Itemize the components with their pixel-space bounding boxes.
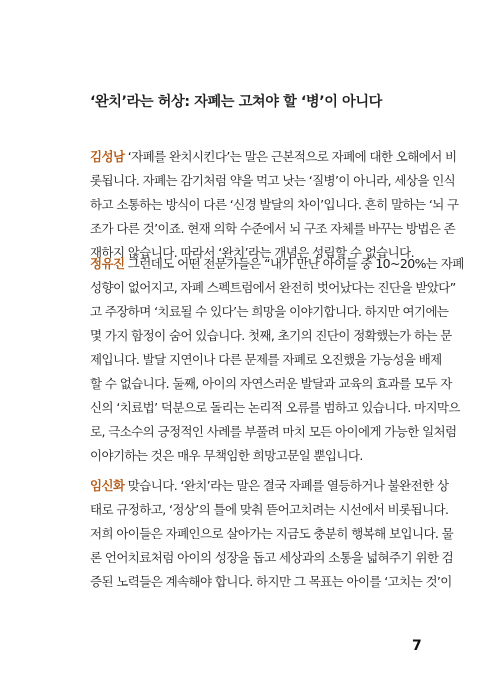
paragraph-line: 저희 아이들은 자폐인으로 살아가는 지금도 충분히 행복해 보입니다. 물 [90,526,454,541]
dialogue-line [90,252,464,276]
paragraph-line: 태로 규정하고, ‘정상’의 틀에 맞춰 뜯어고치려는 시선에서 비롯됩니다. [90,502,449,517]
page-title: ‘완치’라는 허상: 자폐는 고쳐야 할 ‘병’이 아니다 [90,94,382,110]
dialogue-line [90,474,449,498]
paragraph-line: 론 언어치료처럼 아이의 성장을 돕고 세상과의 소통을 넓혀주기 위한 검 [90,550,454,565]
dialogue-paragraph-1 [90,145,459,265]
paragraph-line: 성향이 없어지고, 자폐 스펙트럼에서 완전히 벗어났다는 진단을 받았다” [90,280,456,295]
paragraph-line: 로, 극소수의 긍정적인 사례를 부풀려 마치 모든 아이에게 가능한 일처럼 [90,424,457,439]
speaker-name: 정유진 [90,256,125,271]
paragraph-text: 그런데도 어떤 전문가들은 “내가 만난 아이들 중 10~20%는 자폐 [124,256,464,271]
paragraph-text: ‘자폐를 완치시킨다’는 말은 근본적으로 자폐에 대한 오해에서 비 [124,149,457,164]
speaker-name: 김성남 [90,149,125,164]
paragraph-line: 몇 가지 함정이 숨어 있습니다. 첫째, 초기의 진단이 정확했는가 하는 문 [90,328,452,343]
dialogue-line [90,145,457,169]
page-number: 7 [412,638,422,654]
paragraph-line: 증된 노력들은 계속해야 합니다. 하지만 그 목표는 아이를 ‘고치는 것’이 [90,574,452,589]
paragraph-line: 제입니다. 발달 지연이나 다른 문제를 자폐로 오진했을 가능성을 배제 [90,352,442,367]
paragraph-line: 재하지 않습니다. 따라서 ‘완치’라는 개념은 성립할 수 없습니다. [90,245,414,260]
dialogue-paragraph-3 [90,474,454,594]
paragraph-line: 롯됩니다. 자폐는 감기처럼 약을 먹고 낫는 ‘질병’이 아니라, 세상을 인식 [90,173,456,188]
paragraph-line: 이야기하는 것은 매우 무책임한 희망고문일 뿐입니다. [90,448,363,463]
paragraph-line: 하고 소통하는 방식이 다른 ‘신경 발달의 차이’입니다. 흔히 말하는 ‘뇌 구 [90,197,459,212]
paragraph-line: 조가 다른 것’이죠. 현재 의학 수준에서 뇌 구조 자체를 바꾸는 방법은 존 [90,221,456,236]
paragraph-text: 맞습니다. ‘완치’라는 말은 결국 자폐를 열등하거나 불완전한 상 [124,478,449,493]
dialogue-paragraph-2 [90,252,464,468]
speaker-name: 임신화 [90,478,125,493]
paragraph-line: 신의 ‘치료법’ 덕분으로 돌리는 논리적 오류를 범하고 있습니다. 마지막으 [90,400,460,415]
paragraph-line: 고 주장하며 ‘치료될 수 있다’는 희망을 이야기합니다. 하지만 여기에는 [90,304,449,319]
paragraph-line: 할 수 없습니다. 둘째, 아이의 자연스러운 발달과 교육의 효과를 모두 자 [90,376,452,391]
